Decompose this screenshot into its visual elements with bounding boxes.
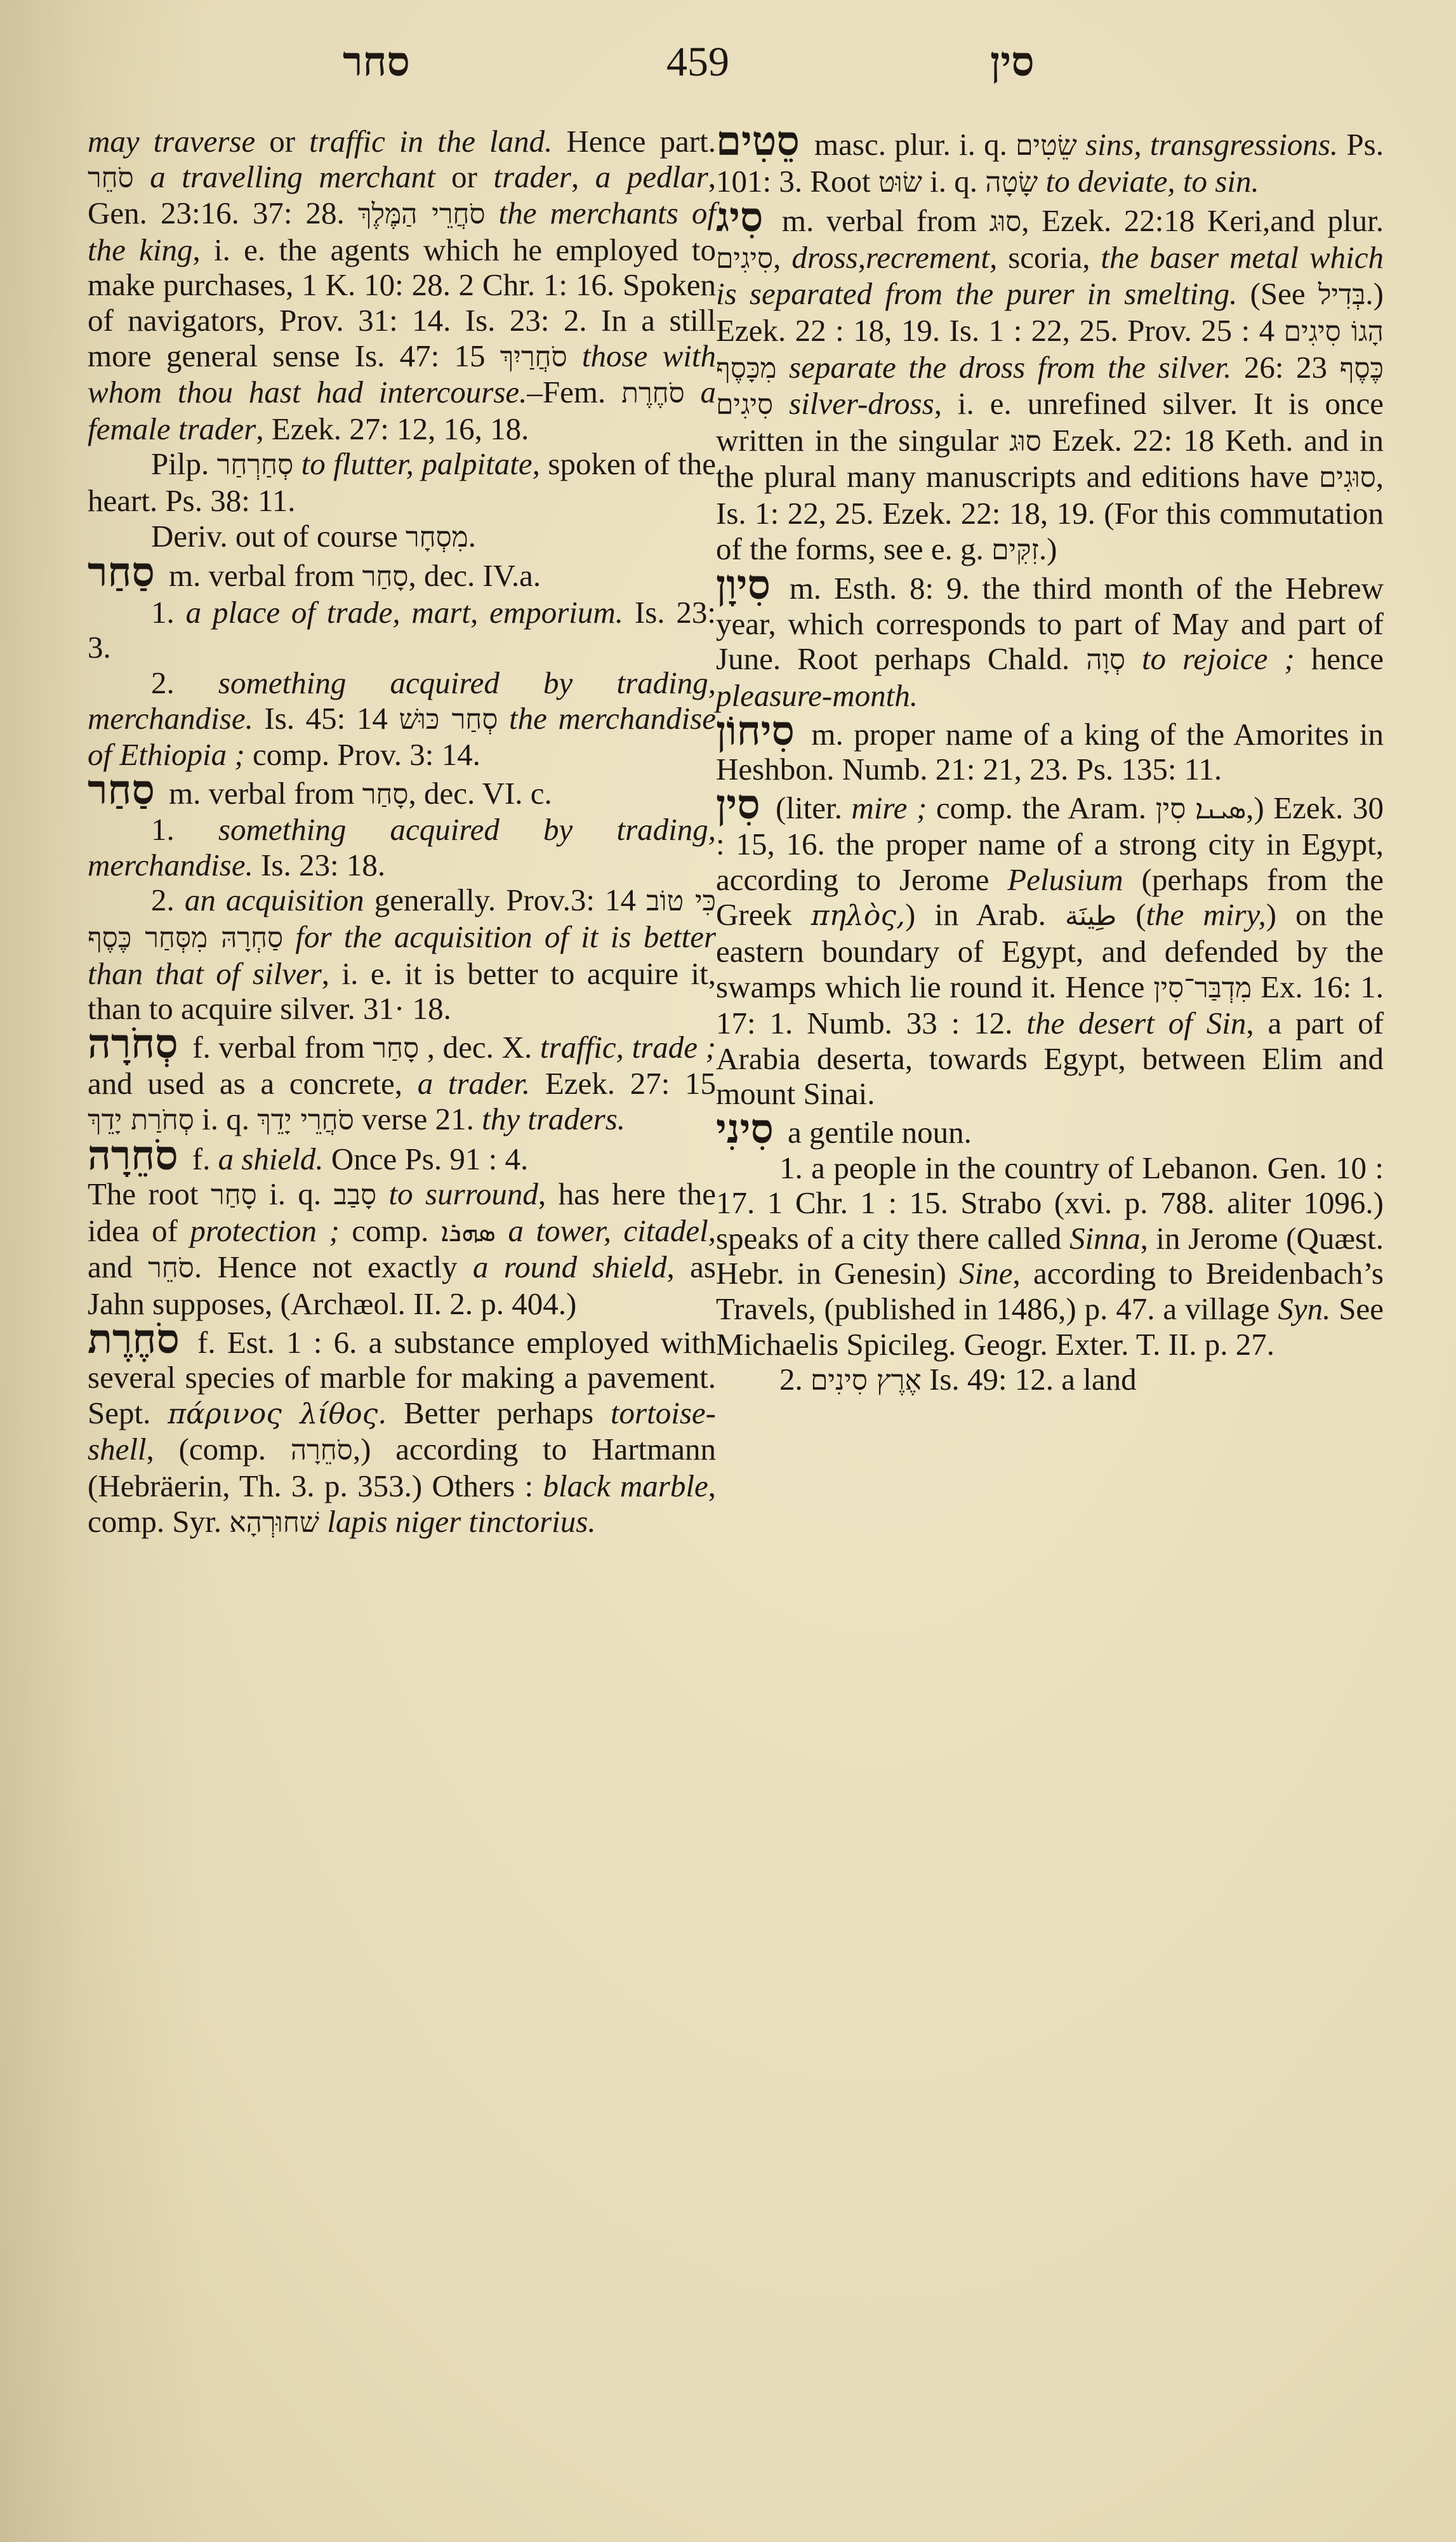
text: and <box>88 1249 149 1285</box>
text: The root <box>88 1176 211 1212</box>
entry-head <box>716 1105 1384 1154</box>
sense-1 <box>716 1150 1384 1362</box>
text: , Ezek. 27: 12, 16, 18. <box>256 411 529 446</box>
italic-text: tortoise-shell <box>88 1395 716 1467</box>
italic-text: may traverse <box>88 124 256 159</box>
text: ) on the eastern boundary of Egypt, and defended by the swamps which lie round it. Hence <box>716 897 1384 1004</box>
sense-2 <box>88 882 716 1026</box>
headword: סִינִי <box>716 1105 774 1154</box>
entry-body <box>88 1315 716 1541</box>
italic-text: for the acquisition of it is better than that of silver <box>88 919 717 991</box>
text: , i. e. the agents which he employed to make purchases, 1 K. 10: 28. 2 Chr. 1: 16. Spoken of navigators, Prov. 31: 14. Is. 23: 2. In a still more general sense Is. 47: 15 <box>88 232 716 373</box>
entry-sechorah <box>88 1020 717 1138</box>
sense-number: 2. <box>151 665 218 700</box>
entry-body <box>88 1176 716 1321</box>
text <box>567 338 582 373</box>
running-header <box>0 37 1456 88</box>
sense-2 <box>88 665 716 773</box>
text: Ex. 16: 1. 17: 1. Numb. 33 : 12. <box>716 969 1384 1041</box>
hebrew-word: סוּגִים <box>1318 462 1376 495</box>
headword: סַחַר <box>88 766 155 814</box>
entry-body <box>716 707 1384 787</box>
hebrew-word: סִיגִים <box>716 242 774 275</box>
text: See Michaelis Spicileg. Geogr. Exter. T. II. p. 27. <box>716 1291 1384 1362</box>
text: , Is. 1: 22, 25. Ezek. 22: 18, 19. (For this commutation of the forms, see e. g. <box>716 459 1384 566</box>
text: Pilp. <box>151 446 217 482</box>
text <box>283 919 295 954</box>
hebrew-phrase: סְחֹרַת יָדֵךְ <box>88 1104 194 1137</box>
italic-text: traffic in the land. <box>309 124 553 159</box>
text: m. proper name of a king of the Amorites in Heshbon. Numb. 21: 21, 23. Ps. 135: 11. <box>716 716 1384 787</box>
hebrew-phrase: סֹחֲרֵי יָדֵךְ <box>257 1104 354 1137</box>
italic-text: the merchandise of Ethiopia ; <box>88 700 717 773</box>
entry-body <box>88 1020 717 1138</box>
left-catchword: סחר <box>343 38 410 86</box>
text: Deriv. out of course <box>151 518 406 554</box>
text: m. verbal from <box>769 203 989 239</box>
italic-text: Sinna <box>1069 1220 1141 1256</box>
syriac-word: ܣܗܪܐ <box>440 1216 496 1248</box>
hebrew-phrase: סְחַר כּוּשׁ <box>399 703 498 736</box>
text: , <box>571 159 595 194</box>
text: Better perhaps <box>387 1395 611 1430</box>
text <box>496 1213 508 1248</box>
text: .) <box>1038 531 1057 566</box>
text: Is. 23: 3. <box>88 594 716 665</box>
hebrew-word: סוּג <box>1009 425 1042 458</box>
text: Ezek. 27: 15 <box>530 1066 717 1101</box>
text: , i. e. unrefined silver. It is once written in the singular <box>716 386 1384 458</box>
text: or <box>435 159 494 194</box>
text: , dec. X. <box>419 1029 540 1065</box>
italic-text: to surround <box>388 1176 538 1212</box>
italic-text: a pedlar <box>595 159 708 194</box>
italic-text: sins, transgressions. <box>1085 127 1339 162</box>
text: , according to Breidenbach’s Travels, (published in 1486,) p. 47. a village <box>716 1256 1384 1326</box>
entry-body <box>716 117 1384 200</box>
text: verse 21. <box>354 1101 482 1137</box>
italic-text: protection ; <box>190 1213 340 1248</box>
text: 26: 23 <box>1231 349 1340 385</box>
hebrew-word: זִקִּים <box>991 533 1039 566</box>
italic-text: those with whom thou hast had intercourse. <box>88 338 717 410</box>
hebrew-word: סָחַר <box>373 1032 420 1065</box>
hebrew-word: סְוָה <box>1086 644 1125 677</box>
text: Ps. 101: 3. Root <box>716 127 1384 199</box>
hebrew-word: שׁחוּרְהָא <box>229 1506 320 1539</box>
headword: סִיג <box>716 194 764 242</box>
text <box>486 196 499 230</box>
text: –Fem. <box>527 375 622 410</box>
hebrew-word: מִסְחָר <box>405 521 468 554</box>
text: Is. 45: 14 <box>253 700 399 736</box>
italic-text: the merchants of the king <box>88 196 717 267</box>
italic-text: lapis niger tinctorius. <box>327 1503 596 1539</box>
text <box>1186 790 1195 825</box>
text: hence <box>1294 641 1384 677</box>
sense-number: 2. <box>779 1362 811 1397</box>
headword: סִין <box>716 780 760 828</box>
text <box>685 375 701 409</box>
text: f. Est. 1 : 6. a substance employed with several species of marble for making a pavement. Sept. <box>88 1324 716 1430</box>
italic-text: a shield. <box>218 1141 324 1176</box>
entry-sachar-1 <box>88 549 717 773</box>
left-column <box>88 124 716 1540</box>
hebrew-phrase: אֶרֶץ סִינִים <box>811 1364 922 1397</box>
text: m. Esth. 8: 9. the third month of the Hebrew year, which corresponds to part of May and part of June. Root perhaps Chald. <box>716 571 1384 677</box>
syriac-word: ܣܝܢܐ <box>1195 793 1247 825</box>
text: i. q. <box>194 1101 258 1137</box>
page-number: 459 <box>666 39 729 85</box>
text: scoria, <box>997 239 1101 275</box>
italic-text: something acquired by trading, merchandise. <box>88 665 717 736</box>
sense-number: 2. <box>151 882 185 918</box>
paragraph-pilpel <box>88 446 716 518</box>
text: 1. a people in the country of Lebanon. Gen. 10 : 17. 1 Chr. 1 : 15. Strabo (xvi. p. 788. aliter 1096.) speaks of a city there called <box>716 1150 1384 1256</box>
entry-socherah <box>88 1131 717 1322</box>
entry-continuation <box>88 124 716 555</box>
sense-2 <box>716 1362 1384 1399</box>
italic-text: the desert of Sin <box>1026 1006 1247 1041</box>
italic-text: an acquisition <box>184 882 364 918</box>
entry-socheret <box>88 1315 716 1541</box>
sense-number: 1. <box>151 812 218 848</box>
text <box>134 159 150 194</box>
paragraph <box>88 124 716 446</box>
italic-text: Pelusium <box>1007 862 1123 897</box>
italic-text: a place of trade, mart, emporium. <box>185 594 624 630</box>
hebrew-word: סֹחֵרָה <box>290 1434 353 1467</box>
text: Is. 23: 18. <box>253 847 386 882</box>
entry-head <box>88 1131 716 1180</box>
entry-body <box>716 780 1384 1112</box>
entry-sachar-2 <box>88 766 717 1027</box>
text: . <box>468 518 476 554</box>
text: , as Jahn supposes, (Archæol. II. 2. p. 404.) <box>88 1249 717 1321</box>
italic-text: a tower, citadel, <box>508 1213 717 1248</box>
text <box>1077 127 1085 162</box>
italic-text: Syn. <box>1278 1291 1331 1326</box>
text: , Ezek. 22:18 Keri,and plur. <box>1021 203 1384 239</box>
hebrew-word: סֹחֵר <box>148 1252 194 1285</box>
entry-sig <box>716 194 1384 568</box>
text: Once Ps. 91 : 4. <box>323 1141 529 1176</box>
hebrew-word: שׂוּט <box>878 166 922 199</box>
headword: סֹחֵרָה <box>88 1131 178 1180</box>
text: i. q. <box>256 1176 334 1212</box>
hebrew-phrase: כֶּסֶף סִיגִים <box>716 352 1384 422</box>
greek-word: πηλὸς, <box>811 900 905 933</box>
italic-text: trader <box>493 159 571 194</box>
right-catchword: סין <box>990 38 1035 86</box>
text: f. <box>184 1141 218 1176</box>
text: , i. e. it is better to acquire it, than to acquire silver. 31· 18. <box>88 955 716 1027</box>
text: .) Ezek. 22 : 18, 19. Is. 1 : 22, 25. Prov. 25 : 4 <box>716 276 1384 348</box>
headword: סַחַר <box>88 549 155 597</box>
text: , in Jerome (Quæst. Hebr. in Genesin) <box>716 1220 1384 1291</box>
text: m. verbal from <box>161 558 362 594</box>
hebrew-word: סֹחֲרַיִךְ <box>500 340 567 373</box>
sense-number: 1. <box>151 594 186 630</box>
text: ) in Arab. <box>905 897 1065 933</box>
arabic-word: طِينَة <box>1064 900 1117 932</box>
text <box>498 701 509 736</box>
italic-text: a round shield <box>472 1249 667 1285</box>
headword: סֵטִים <box>716 117 800 165</box>
text: , a part of Arabia deserta, towards Egypt, between Elim and mount Sinai. <box>716 1006 1384 1112</box>
text: , has here the idea of <box>88 1176 716 1248</box>
text <box>773 386 789 421</box>
hebrew-phrase: הָגוֹ סִיגִים מִכָּסֶף <box>716 315 1384 385</box>
text: , <box>773 239 792 275</box>
entry-head <box>88 766 716 814</box>
hebrew-word: שָׂטָה <box>985 166 1038 199</box>
italic-text: pleasure-month. <box>716 677 918 713</box>
text: or <box>255 124 310 159</box>
italic-text: Sine <box>959 1256 1013 1291</box>
text: masc. plur. i. q. <box>805 127 1016 162</box>
hebrew-phrase: מִדְבַּר־סִין <box>1153 971 1252 1004</box>
paragraph-derivatives <box>88 519 716 556</box>
text: and used as a concrete, <box>88 1066 418 1101</box>
italic-text: dross,recrement, <box>791 239 998 275</box>
entry-sichon <box>716 707 1384 787</box>
greek-phrase: πάρινος λίθος. <box>168 1397 387 1430</box>
text <box>776 350 789 385</box>
italic-text: the miry, <box>1146 897 1266 933</box>
hebrew-word: סוּג <box>989 206 1022 239</box>
sense-1 <box>88 595 716 665</box>
headword: סִיוָן <box>716 561 771 609</box>
hebrew-word: סָחַר <box>210 1179 257 1212</box>
hebrew-word: סְחַרְחַר <box>216 449 294 482</box>
text: Ezek. 22: 18 Keth. and in the plural many manuscripts and editions have <box>716 422 1384 495</box>
italic-text: silver-dross <box>789 386 934 422</box>
text <box>376 1176 388 1211</box>
italic-text: to deviate, to sin. <box>1045 163 1259 199</box>
text: i. q. <box>922 163 986 199</box>
hebrew-phrase: כִּי טוֹב סַחְרָהּ מִסְּחַר כֶּסֶף <box>88 885 717 955</box>
entry-setim <box>716 117 1384 200</box>
italic-text: the baser metal which is separated from the purer in smelting. <box>716 239 1384 312</box>
hebrew-word: סֹחֵר <box>88 161 134 194</box>
hebrew-word: סָבַב <box>333 1179 377 1212</box>
text: a gentile noun. <box>779 1115 972 1150</box>
hebrew-word: שֵׂטִים <box>1016 130 1077 162</box>
text: (perhaps from the Greek <box>716 862 1384 933</box>
text: Is. 49: 12. a land <box>921 1362 1137 1397</box>
entry-sini <box>716 1105 1384 1399</box>
text <box>319 1504 327 1539</box>
text: (liter. <box>766 790 852 825</box>
text: generally. Prov.3: 14 <box>364 882 647 918</box>
headword: סֹחֶרֶת <box>88 1315 180 1363</box>
sense-1 <box>88 812 716 882</box>
text: ,) according to Hartmann (Hebräerin, Th. 3. p. 353.) Others : <box>88 1432 716 1503</box>
text <box>293 446 301 481</box>
entry-sin <box>716 780 1384 1112</box>
text: , comp. Syr. <box>88 1468 716 1539</box>
italic-text: traffic, trade ; <box>539 1029 716 1065</box>
entry-head <box>88 549 716 597</box>
entry-body <box>716 561 1384 713</box>
italic-text: black marble <box>543 1468 708 1503</box>
italic-text: a travelling merchant <box>150 159 435 194</box>
text: , dec. VI. c. <box>408 775 552 811</box>
hebrew-phrase: סֹחֲרֵי הַמֶּלֶךְ <box>357 198 486 231</box>
entry-body <box>716 194 1384 568</box>
italic-text: something acquired by trading, merchandise. <box>88 812 717 882</box>
text: Hence part. <box>552 124 716 159</box>
hebrew-word: סֹחֶרֶת <box>621 377 685 410</box>
text: f. verbal from <box>184 1029 373 1065</box>
text: comp. Prov. 3: 14. <box>244 737 480 773</box>
italic-text: to rejoice ; <box>1141 641 1295 677</box>
text: , Gen. 23:16. 37: 28. <box>88 159 717 231</box>
text: . Hence not exactly <box>194 1249 473 1285</box>
text: , dec. IV.a. <box>408 558 541 594</box>
italic-text: mire ; <box>851 790 927 825</box>
text: spoken of the heart. Ps. 38: 11. <box>88 446 716 518</box>
text: comp. the Aram. <box>927 790 1156 825</box>
headword: סְחֹרָה <box>88 1020 178 1068</box>
text: ,) Ezek. 30 : 15, 16. the proper name of a strong city in Egypt, according to Jerome <box>716 790 1384 897</box>
text: m. verbal from <box>161 775 362 811</box>
italic-text: to flutter, palpitate, <box>301 446 540 482</box>
text: ( <box>1116 897 1146 933</box>
text: (See <box>1237 276 1318 312</box>
italic-text: a female trader <box>88 375 716 446</box>
hebrew-word: בְּדִיל <box>1318 279 1366 312</box>
hebrew-word: סִין <box>1155 792 1186 825</box>
headword: סִיחוֹן <box>716 707 795 755</box>
text: comp. <box>339 1213 441 1248</box>
italic-text: separate the dross from the silver. <box>789 349 1232 385</box>
hebrew-word: סָחַר <box>362 778 409 811</box>
text: , (comp. <box>146 1432 291 1467</box>
right-column <box>716 117 1384 1399</box>
italic-text: a trader. <box>417 1066 531 1101</box>
hebrew-word: סָחַר <box>362 561 409 594</box>
text <box>1038 164 1045 199</box>
text <box>1125 641 1142 676</box>
entry-sivan <box>716 561 1384 713</box>
italic-text: thy traders. <box>482 1101 626 1137</box>
